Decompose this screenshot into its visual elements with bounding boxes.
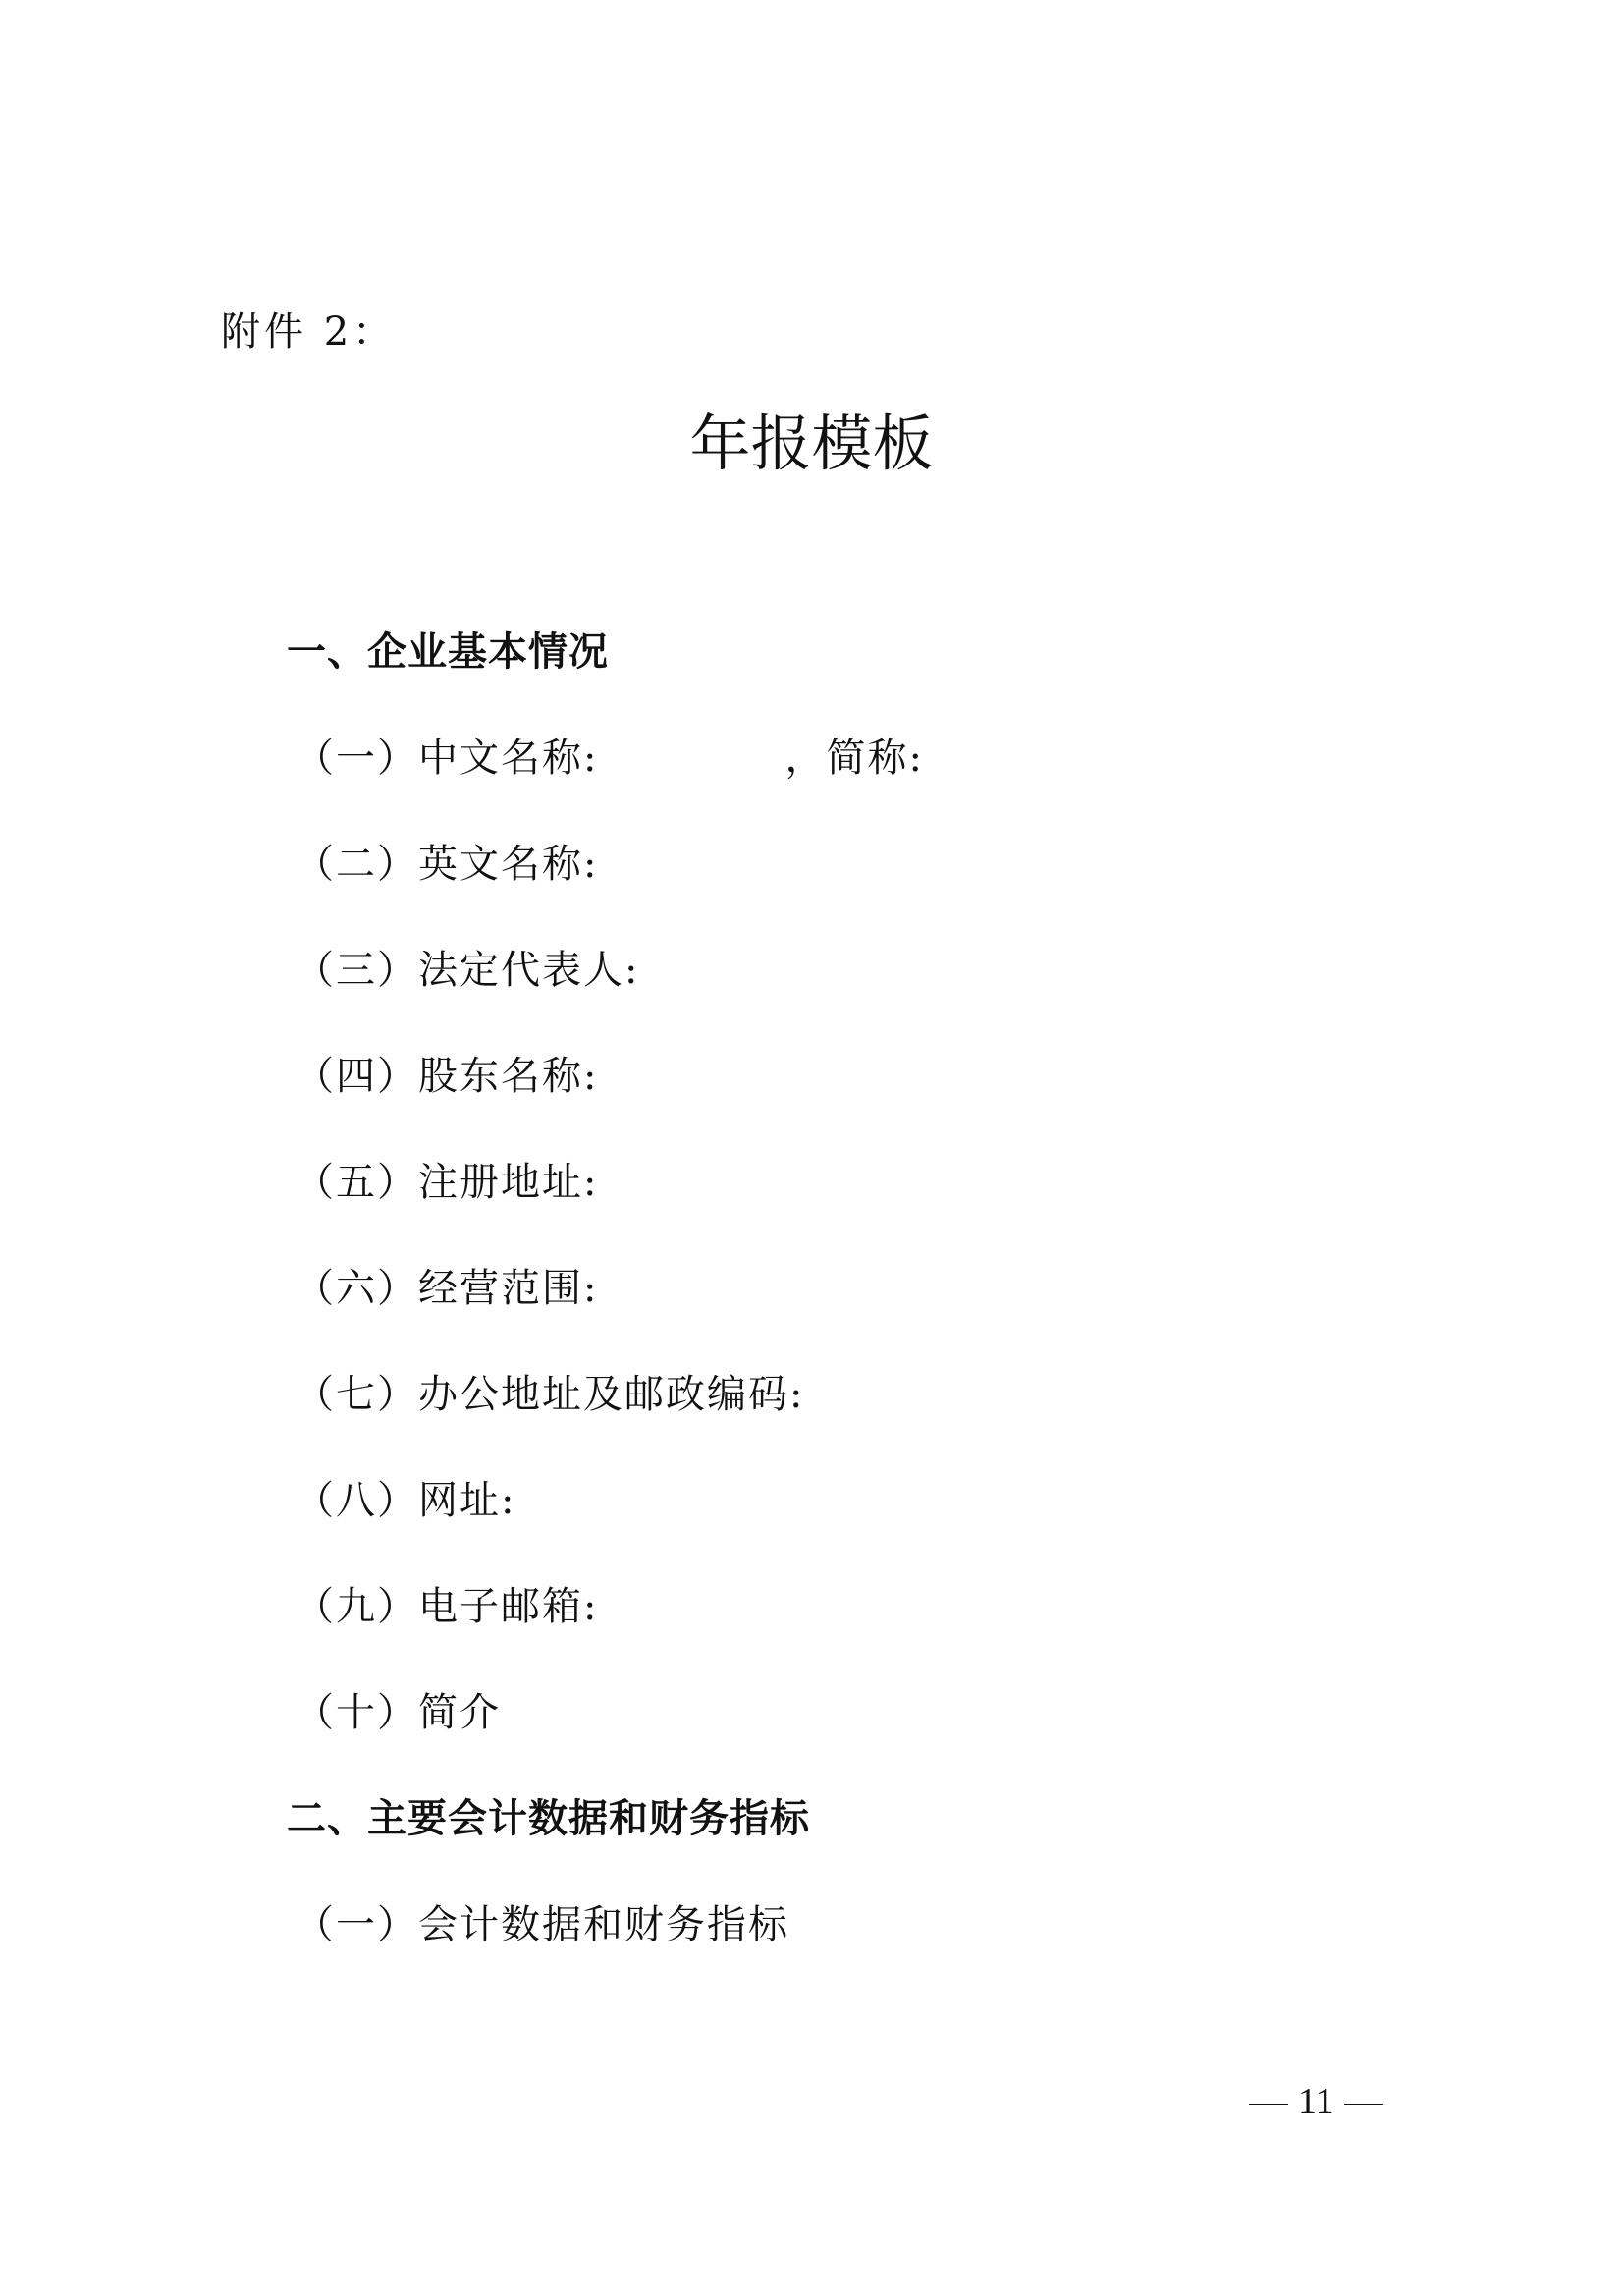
item-email: （九）电子邮箱: (295, 1584, 599, 1629)
item-office-address: （七）办公地址及邮政编码: (295, 1372, 805, 1417)
item-chinese-name (295, 731, 924, 786)
item-label: （一）中文名称: (295, 736, 599, 781)
item-shareholder-name: （四）股东名称: (295, 1054, 599, 1099)
item-accounting-data: （一）会计数据和财务指标 (295, 1902, 789, 1947)
item-introduction: （十）简介 (295, 1690, 501, 1735)
item-legal-representative: （三）法定代表人: (295, 948, 640, 993)
section-heading-basic-info: 一、企业基本情况 (287, 629, 609, 675)
item-website: （八）网址: (295, 1478, 516, 1523)
item-abbreviation-label: ，简称: (784, 736, 924, 781)
dash-left (1249, 2104, 1288, 2105)
section-heading-financial: 二、主要会计数据和财务指标 (287, 1795, 810, 1841)
dash-right (1344, 2104, 1383, 2105)
item-registered-address: （五）注册地址: (295, 1160, 599, 1205)
item-business-scope: （六）经营范围: (295, 1266, 599, 1311)
attachment-label: 附件 2： (221, 309, 397, 355)
document-title: 年报模板 (689, 408, 934, 479)
page-number-value: 11 (1298, 2081, 1334, 2122)
item-english-name: （二）英文名称: (295, 842, 599, 887)
page-number (1239, 2076, 1393, 2127)
